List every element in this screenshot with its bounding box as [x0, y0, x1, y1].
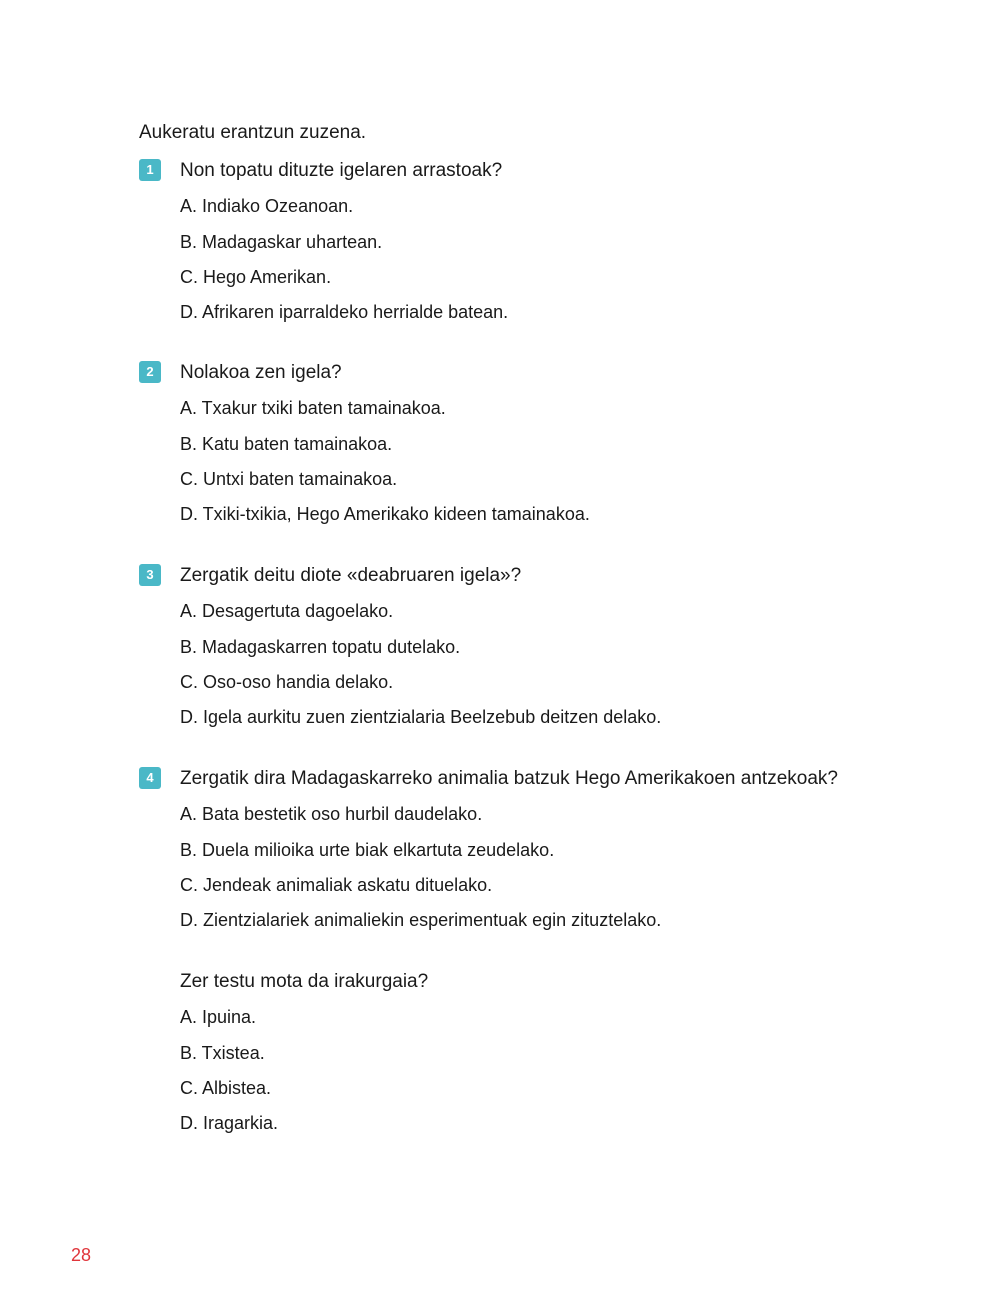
answer-option-b[interactable]: B. Txistea.	[180, 1042, 265, 1063]
instruction-text: Aukeratu erantzun zuzena.	[139, 122, 367, 143]
question-number-badge: 1	[139, 159, 161, 181]
answer-option-c[interactable]: C. Untxi baten tamainakoa.	[180, 468, 398, 489]
answer-option-a[interactable]: A. Txakur txiki baten tamainakoa.	[180, 398, 446, 419]
question-text: Zergatik dira Madagaskarreko animalia batzuk Hego Amerikakoen antzekoak?	[180, 768, 838, 789]
question-number-badge: 2	[139, 361, 161, 383]
answer-option-b[interactable]: B. Madagaskar uhartean.	[180, 231, 383, 252]
answer-option-a[interactable]: A. Desagertuta dagoelako.	[180, 601, 394, 622]
answer-option-a[interactable]: A. Bata bestetik oso hurbil daudelako.	[180, 804, 483, 825]
answer-option-b[interactable]: B. Katu baten tamainakoa.	[180, 433, 393, 454]
question-text: Non topatu dituzte igelaren arrastoak?	[180, 160, 503, 181]
question-4	[139, 767, 959, 931]
answer-options	[180, 588, 661, 729]
question-text: Zergatik deitu diote «deabruaren igela»?	[180, 565, 522, 586]
answer-options	[180, 994, 278, 1135]
answer-option-c[interactable]: C. Jendeak animaliak askatu dituelako.	[180, 874, 493, 895]
question-number-badge: 4	[139, 767, 161, 789]
question-1	[139, 159, 959, 323]
answer-option-d[interactable]: D. Txiki-txikia, Hego Amerikako kideen tamainakoa.	[180, 504, 590, 525]
answer-option-c[interactable]: C. Hego Amerikan.	[180, 266, 332, 287]
answer-option-c[interactable]: C. Albistea.	[180, 1077, 272, 1098]
answer-option-b[interactable]: B. Madagaskarren topatu dutelako.	[180, 636, 461, 657]
answer-option-d[interactable]: D. Igela aurkitu zuen zientzialaria Beelzebub deitzen delako.	[180, 707, 662, 728]
question-2	[139, 361, 959, 525]
question-text: Nolakoa zen igela?	[180, 362, 342, 383]
answer-option-a[interactable]: A. Indiako Ozeanoan.	[180, 196, 354, 217]
answer-options	[180, 183, 508, 324]
answer-option-a[interactable]: A. Ipuina.	[180, 1007, 257, 1028]
answer-option-c[interactable]: C. Oso-oso handia delako.	[180, 671, 394, 692]
answer-options	[180, 791, 661, 932]
answer-option-d[interactable]: D. Afrikaren iparraldeko herrialde batean.	[180, 302, 509, 323]
answer-option-d[interactable]: D. Iragarkia.	[180, 1113, 279, 1134]
question-number-badge: 3	[139, 564, 161, 586]
question-text: Zer testu mota da irakurgaia?	[180, 971, 429, 992]
question-3	[139, 564, 959, 728]
answer-option-d[interactable]: D. Zientzialariek animaliekin esperimentuak egin zituztelako.	[180, 910, 662, 931]
answer-options	[180, 385, 590, 526]
page-number: 28	[71, 1245, 92, 1265]
question-5	[139, 970, 959, 1134]
answer-option-b[interactable]: B. Duela milioika urte biak elkartuta zeudelako.	[180, 839, 555, 860]
